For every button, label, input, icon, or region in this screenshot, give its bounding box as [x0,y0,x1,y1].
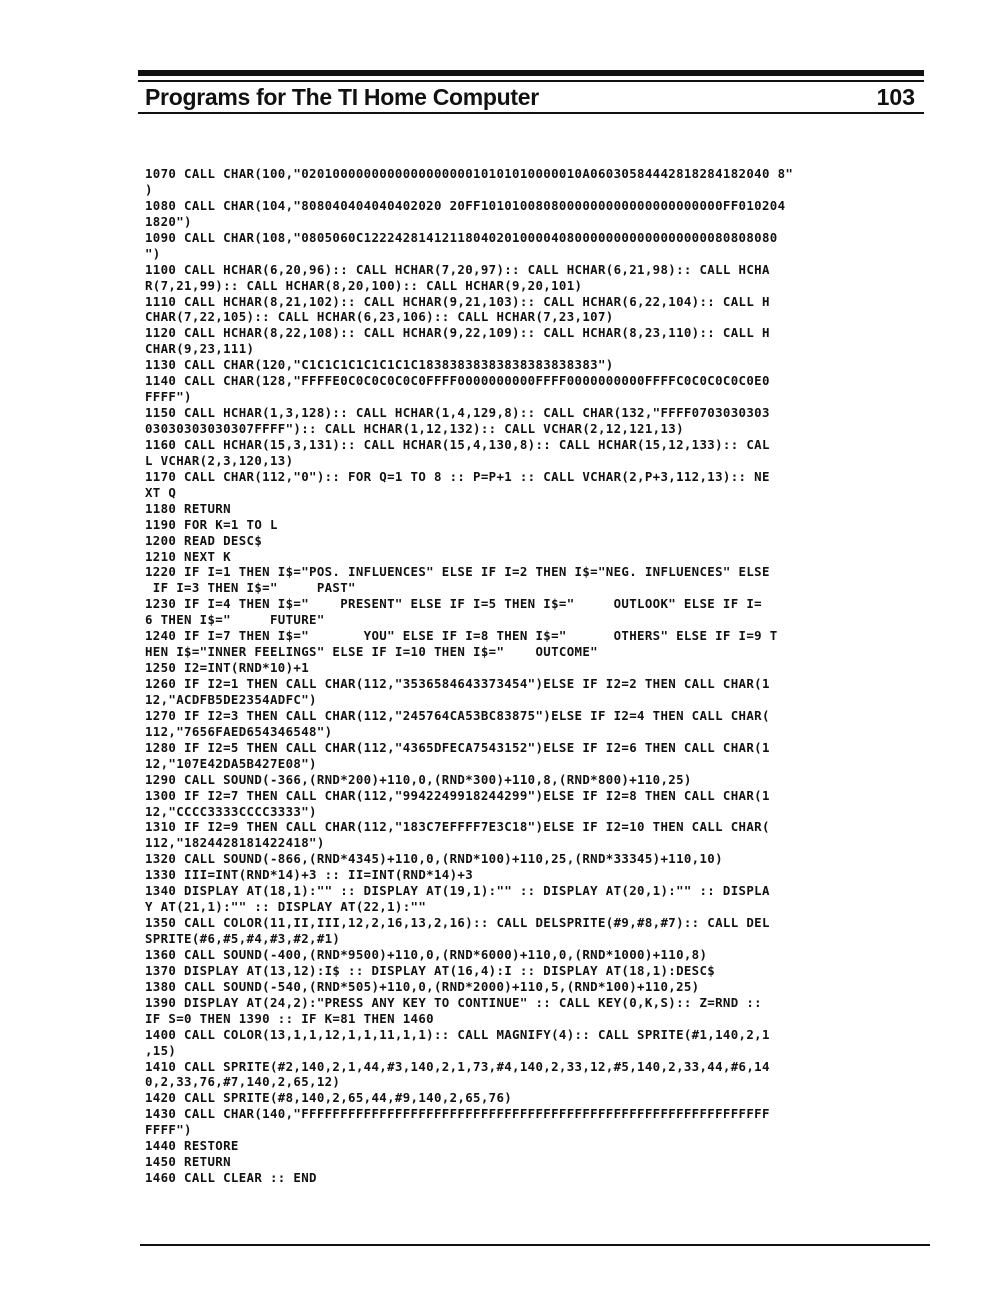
code-line: XT Q [145,484,177,500]
code-line: 1220 IF I=1 THEN I$="POS. INFLUENCES" ELSE IF I=2 THEN I$="NEG. INFLUENCES" ELSE [145,564,770,580]
code-line: 1190 FOR K=1 TO L [145,516,278,532]
code-line: 1360 CALL SOUND(-400,(RND*9500)+110,0,(RND*6000)+110,0,(RND*1000)+110,8) [145,946,708,962]
code-line: ") [145,245,161,261]
code-line: 03030303030307FFFF"):: CALL HCHAR(1,12,132):: CALL VCHAR(2,12,121,13) [145,421,684,436]
code-line: 1180 RETURN [145,500,231,516]
code-line: 1080 CALL CHAR(104,"808040404040402020 20FF1010100808000000000000000000000FF010204 [145,197,786,213]
header-rule-thick [138,70,924,76]
code-line: 1280 IF I2=5 THEN CALL CHAR(112,"4365DFECA7543152")ELSE IF I2=6 THEN CALL CHAR(1 [145,739,770,755]
code-line: 1310 IF I2=9 THEN CALL CHAR(112,"183C7EFFFF7E3C18")ELSE IF I2=10 THEN CALL CHAR( [145,819,770,835]
code-line: 1300 IF I2=7 THEN CALL CHAR(112,"9942249918244299")ELSE IF I2=8 THEN CALL CHAR(1 [145,787,770,803]
code-line: 12,"ACDFB5DE2354ADFC") [145,691,317,707]
code-line: 1250 I2=INT(RND*10)+1 [145,660,310,676]
code-line: 1230 IF I=4 THEN I$=" PRESENT" ELSE IF I=5 THEN I$=" OUTLOOK" ELSE IF I= [145,596,762,612]
code-line: FFFF") [145,389,192,405]
code-line: 1440 RESTORE [145,1138,239,1154]
code-line: 1100 CALL HCHAR(6,20,96):: CALL HCHAR(7,20,97):: CALL HCHAR(6,21,98):: CALL HCHA [145,261,770,277]
code-line: 1320 CALL SOUND(-866,(RND*4345)+110,0,(RND*100)+110,25,(RND*33345)+110,10) [145,851,723,867]
footer-rule [140,1244,930,1246]
code-line: R(7,21,99):: CALL HCHAR(8,20,100):: CALL HCHAR(9,20,101) [145,277,583,293]
code-line: CHAR(9,23,111) [145,341,255,357]
running-title: Programs for The TI Home Computer [145,84,539,110]
code-line: 12,"CCCC3333CCCC3333") [145,803,317,819]
code-line: 1240 IF I=7 THEN I$=" YOU" ELSE IF I=8 THEN I$=" OTHERS" ELSE IF I=9 T [145,628,778,644]
code-line: 12,"107E42DA5B427E08") [145,755,317,771]
code-line: 1170 CALL CHAR(112,"0"):: FOR Q=1 TO 8 :: P=P+1 :: CALL VCHAR(2,P+3,112,13):: NE [145,468,770,484]
code-line: 1260 IF I2=1 THEN CALL CHAR(112,"3536584643373454")ELSE IF I2=2 THEN CALL CHAR(1 [145,676,770,691]
code-line: IF S=0 THEN 1390 :: IF K=81 THEN 1460 [145,1010,434,1026]
code-line: 6 THEN I$=" FUTURE" [145,612,325,628]
code-line: 1130 CALL CHAR(120,"C1C1C1C1C1C1C1C18383838383838383838383") [145,357,614,373]
code-line: Y AT(21,1):"" :: DISPLAY AT(22,1):"" [145,899,427,915]
code-line: 1460 CALL CLEAR :: END [145,1170,317,1186]
code-line: 1070 CALL CHAR(100,"020100000000000000000010101010000010A06030584442818284182040 8" [145,166,794,181]
code-line: L VCHAR(2,3,120,13) [145,452,294,468]
code-line: 1120 CALL HCHAR(8,22,108):: CALL HCHAR(9,22,109):: CALL HCHAR(8,23,110):: CALL H [145,325,770,341]
header-rule-thin [138,80,924,82]
code-line: ,15) [145,1042,177,1058]
code-line: 1370 DISPLAY AT(13,12):I$ :: DISPLAY AT(16,4):I :: DISPLAY AT(18,1):DESC$ [145,962,716,978]
code-line: IF I=3 THEN I$=" PAST" [145,580,356,596]
code-line: 1140 CALL CHAR(128,"FFFFE0C0C0C0C0C0FFFF0000000000FFFF0000000000FFFFC0C0C0C0C0E0 [145,373,770,389]
code-line: 112,"7656FAED654346548") [145,723,333,739]
code-line: 1330 III=INT(RND*14)+3 :: II=INT(RND*14)+3 [145,867,474,883]
code-line: ) [145,181,153,197]
page-number: 103 [876,84,915,110]
code-line: 0,2,33,76,#7,140,2,65,12) [145,1074,341,1090]
header-underline [138,112,924,114]
code-line: 1350 CALL COLOR(11,II,III,12,2,16,13,2,16):: CALL DELSPRITE(#9,#8,#7):: CALL DEL [145,915,770,931]
code-line: 1430 CALL CHAR(140,"FFFFFFFFFFFFFFFFFFFFFFFFFFFFFFFFFFFFFFFFFFFFFFFFFFFFFFFFFFFF [145,1106,770,1122]
code-line: HEN I$="INNER FEELINGS" ELSE IF I=10 THEN I$=" OUTCOME" [145,644,598,660]
code-line: 112,"1824428181422418") [145,835,325,851]
code-line: 1450 RETURN [145,1154,231,1170]
program-listing [145,166,920,1186]
code-line: CHAR(7,22,105):: CALL HCHAR(6,23,106):: CALL HCHAR(7,23,107) [145,309,614,325]
running-header [145,84,915,112]
code-line: 1410 CALL SPRITE(#2,140,2,1,44,#3,140,2,1,73,#4,140,2,33,12,#5,140,2,33,44,#6,14 [145,1058,770,1074]
code-line: 1390 DISPLAY AT(24,2):"PRESS ANY KEY TO CONTINUE" :: CALL KEY(0,K,S):: Z=RND :: [145,994,762,1010]
code-line: 1200 READ DESC$ [145,532,263,548]
code-line: 1400 CALL COLOR(13,1,1,12,1,1,11,1,1):: CALL MAGNIFY(4):: CALL SPRITE(#1,140,2,1 [145,1026,770,1042]
code-line: FFFF") [145,1122,192,1138]
code-line: 1150 CALL HCHAR(1,3,128):: CALL HCHAR(1,4,129,8):: CALL CHAR(132,"FFFF0703030303 [145,405,770,421]
code-line: 1210 NEXT K [145,548,231,564]
code-line: 1340 DISPLAY AT(18,1):"" :: DISPLAY AT(19,1):"" :: DISPLAY AT(20,1):"" :: DISPLA [145,883,770,899]
code-line: 1380 CALL SOUND(-540,(RND*505)+110,0,(RND*2000)+110,5,(RND*100)+110,25) [145,978,700,994]
code-line: 1270 IF I2=3 THEN CALL CHAR(112,"245764CA53BC83875")ELSE IF I2=4 THEN CALL CHAR( [145,707,770,723]
code-line: SPRITE(#6,#5,#4,#3,#2,#1) [145,931,341,946]
code-line: 1110 CALL HCHAR(8,21,102):: CALL HCHAR(9,21,103):: CALL HCHAR(6,22,104):: CALL H [145,293,770,309]
code-line: 1090 CALL CHAR(108,"0805060C12224281412118040201000040800000000000000000080808080 [145,229,778,245]
code-line: 1290 CALL SOUND(-366,(RND*200)+110,0,(RND*300)+110,8,(RND*800)+110,25) [145,771,692,787]
code-line: 1160 CALL HCHAR(15,3,131):: CALL HCHAR(15,4,130,8):: CALL HCHAR(15,12,133):: CAL [145,436,770,452]
code-line: 1820") [145,213,192,229]
code-line: 1420 CALL SPRITE(#8,140,2,65,44,#9,140,2,65,76) [145,1090,513,1106]
